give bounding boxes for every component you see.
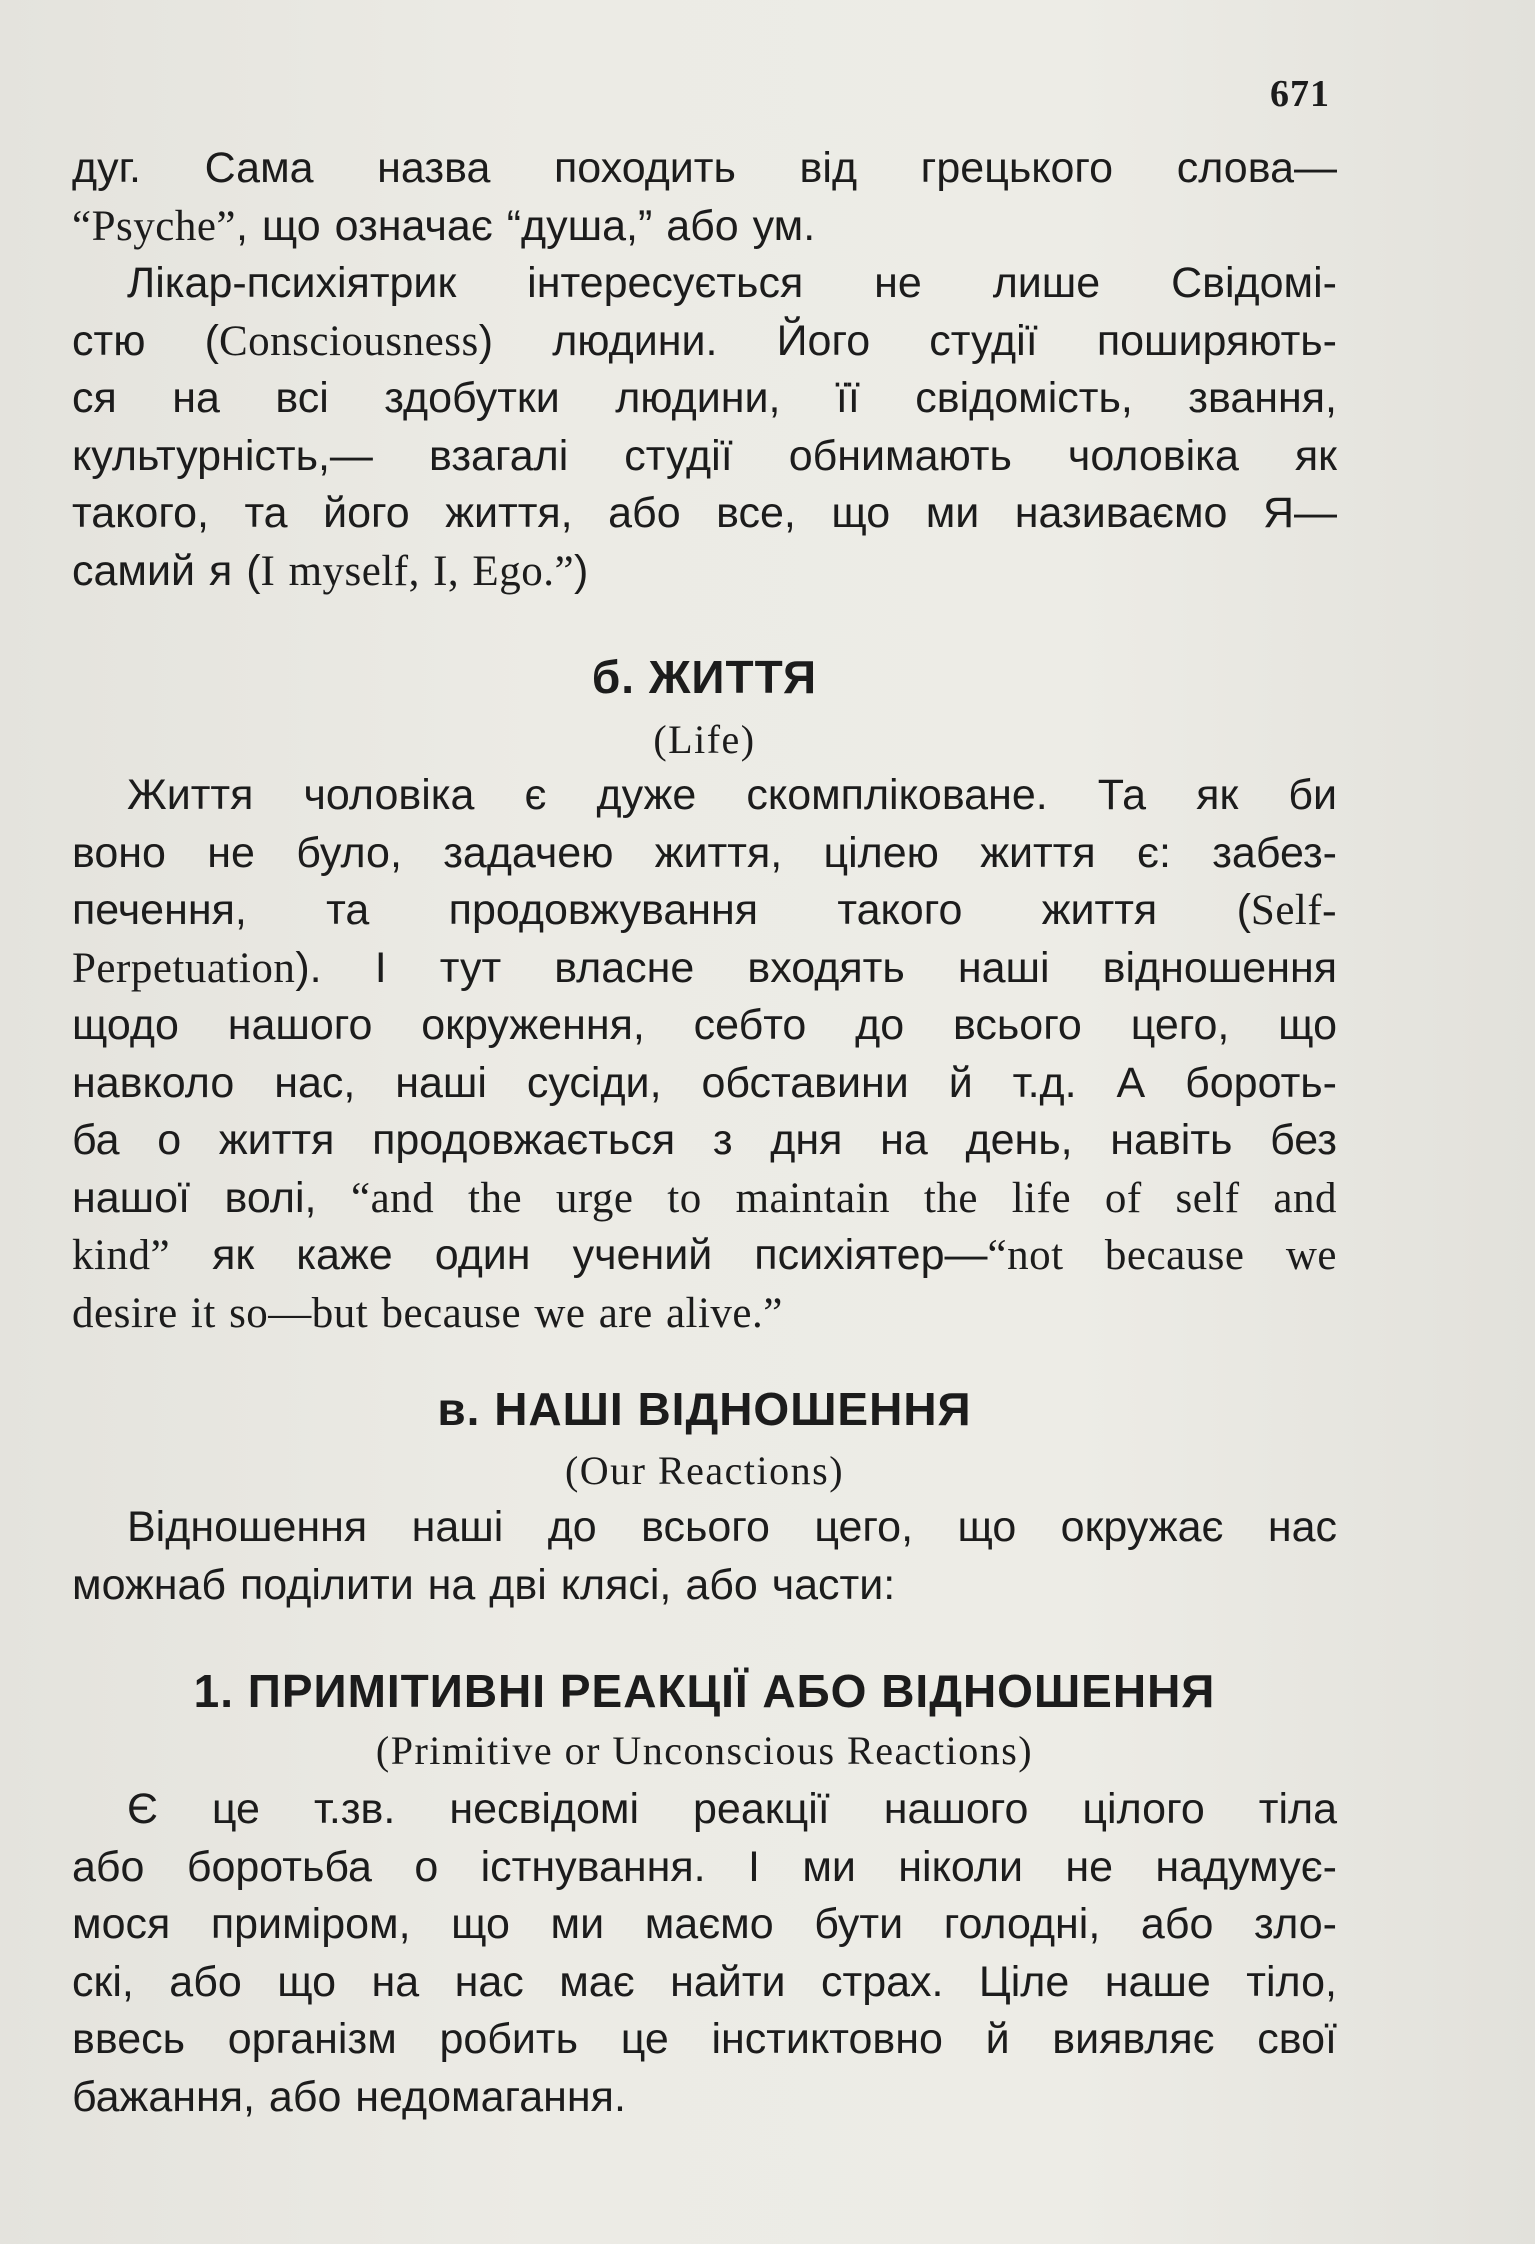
text-fragment: ) (574, 546, 589, 595)
english-quote-line: desire it so—but because we are alive.” (72, 1289, 783, 1337)
text-line: Життя чоловіка є дуже скомпліковане. Та як би (127, 771, 1337, 819)
intro-paragraph (72, 140, 1337, 600)
section-heading-primitive: 1. ПРИМІТИВНІ РЕАКЦІЇ АБО ВІДНОШЕННЯ (193, 1665, 1216, 1717)
text-fragment: як каже один учений психіятер— (170, 1231, 988, 1279)
english-term: “Psyche” (72, 202, 236, 250)
text-line: Лікар-психіятрик інтересується не лише Свідомі- (127, 259, 1337, 307)
text-line: або боротьба о істнування. І ми ніколи не надумує- (72, 1842, 1337, 1891)
english-term: Perpetuation (72, 944, 296, 992)
text-line: навколо нас, наші сусіди, обставини й т.д. А бороть- (72, 1058, 1337, 1107)
section-heading-life: б. ЖИТТЯ (591, 651, 818, 703)
text-line (72, 882, 1337, 940)
text-line: ба о життя продовжається з дня на день, навіть без (72, 1116, 1337, 1164)
text-line (72, 313, 1337, 371)
english-quote: kind” (72, 1232, 171, 1279)
english-term: I myself, I, Ego.” (260, 547, 575, 595)
english-term: Self- (1250, 887, 1337, 934)
text-line (72, 940, 1337, 998)
life-paragraph (72, 767, 1337, 1342)
text-line: культурність,— взагалі студії обнимають чоловіка як (72, 431, 1337, 480)
text-line: щодо нашого окруження, себто до всього цего, що (72, 1001, 1337, 1049)
page-number: 671 (1270, 73, 1330, 115)
section-subheading-life: (Life) (653, 717, 756, 762)
english-quote: “and the urge to maintain the life of self and (351, 1174, 1337, 1222)
text-line: дуг. Сама назва походить від грецького слова— (72, 144, 1337, 192)
section-subheading-reactions: (Our Reactions) (564, 1448, 845, 1493)
text-line: скі, або що на нас має найти страх. Ціле наше тіло, (72, 1957, 1337, 2006)
text-line: такого, та його життя, або все, що ми називаємо Я— (72, 489, 1337, 537)
text-line (72, 1227, 1337, 1285)
text-line: ся на всі здобутки людини, її свідомість, звання, (72, 374, 1337, 422)
text-line: ввесь організм робить це інстиктовно й виявляє свої (72, 2015, 1337, 2063)
text-line: воно не було, задачею життя, цілею життя є: забез- (72, 828, 1337, 877)
text-fragment: печення, та продовжування такого життя ( (72, 886, 1251, 934)
text-fragment: ) людини. Його студії поширяють- (478, 316, 1337, 365)
english-term: Consciousness (218, 317, 479, 365)
text-line: Є це т.зв. несвідомі реакції нашого цілого тіла (127, 1785, 1337, 1833)
section-heading-reactions: в. НАШІ ВІДНОШЕННЯ (437, 1383, 972, 1435)
reactions-paragraph (72, 1499, 1337, 1614)
section-subheading-primitive: (Primitive or Unconscious Reactions) (375, 1728, 1034, 1773)
english-quote: “not because we (987, 1232, 1338, 1279)
text-line (72, 543, 1337, 601)
text-fragment: стю ( (72, 316, 219, 365)
primitive-paragraph (72, 1781, 1337, 2126)
text-line: Відношення наші до всього цего, що окружає нас (127, 1503, 1337, 1551)
text-fragment: ). І тут власне входять наші відношення (295, 943, 1337, 992)
text-fragment: нашої волі, (72, 1173, 351, 1222)
text-line: бажання, або недомагання. (72, 2072, 626, 2121)
text-fragment: , що означає “душа,” або ум. (236, 201, 816, 250)
text-line (72, 1170, 1337, 1228)
text-fragment: самий я ( (72, 546, 261, 595)
text-line: мося приміром, що ми маємо бути голодні, або зло- (72, 1900, 1337, 1948)
text-line: можнаб поділити на дві клясі, або части: (72, 1560, 896, 1609)
text-line (72, 198, 1337, 256)
